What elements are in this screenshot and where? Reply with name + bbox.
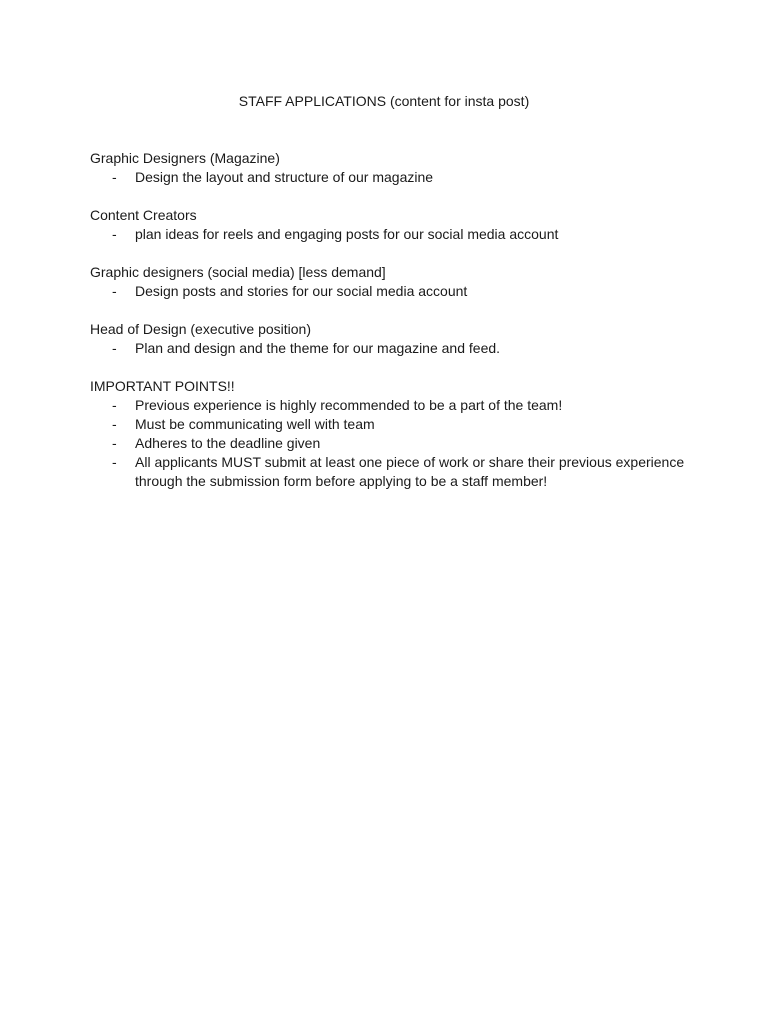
section-head-of-design: [90, 320, 690, 358]
section-heading: Graphic designers (social media) [less demand]: [90, 264, 386, 280]
bullet-marker: -: [112, 226, 117, 242]
section-graphic-designers-magazine: [90, 149, 690, 187]
section-heading: IMPORTANT POINTS!!: [90, 378, 235, 394]
list-item: [90, 282, 690, 301]
list-item: [90, 415, 690, 434]
bullet-marker: -: [112, 283, 117, 299]
section-content-creators: [90, 206, 690, 244]
section-heading: Content Creators: [90, 207, 197, 223]
list-item-text: Plan and design and the theme for our magazine and feed.: [135, 340, 501, 356]
list-item: [90, 434, 690, 453]
bullet-marker: -: [112, 169, 117, 185]
list-item-text: Adheres to the deadline given: [135, 435, 321, 451]
document-title: STAFF APPLICATIONS (content for insta post): [238, 93, 530, 109]
bullet-list: [90, 339, 690, 358]
sections-container: [90, 149, 690, 510]
list-item: [90, 168, 690, 187]
bullet-list: [90, 396, 690, 491]
bullet-marker: -: [112, 397, 117, 413]
bullet-list: [90, 282, 690, 301]
bullet-marker: -: [112, 454, 117, 470]
bullet-marker: -: [112, 340, 117, 356]
list-item-text: Previous experience is highly recommended to be a part of the team!: [135, 397, 563, 413]
list-item-text: Must be communicating well with team: [135, 416, 375, 432]
section-graphic-designers-social: [90, 263, 690, 301]
bullet-list: [90, 168, 690, 187]
bullet-list: [90, 225, 690, 244]
list-item-text: Design the layout and structure of our magazine: [135, 169, 434, 185]
list-item: [90, 453, 690, 491]
bullet-marker: -: [112, 435, 117, 451]
list-item: [90, 225, 690, 244]
list-item-text: Design posts and stories for our social media account: [135, 283, 468, 299]
list-item: [90, 396, 690, 415]
section-heading: Graphic Designers (Magazine): [90, 150, 280, 166]
list-item: [90, 339, 690, 358]
section-important-points: [90, 377, 690, 491]
list-item-text: plan ideas for reels and engaging posts for our social media account: [135, 226, 559, 242]
list-item-text: All applicants MUST submit at least one piece of work or share their previous experience through the submission form before applying to be a staff member!: [135, 454, 685, 489]
bullet-marker: -: [112, 416, 117, 432]
section-heading: Head of Design (executive position): [90, 321, 312, 337]
